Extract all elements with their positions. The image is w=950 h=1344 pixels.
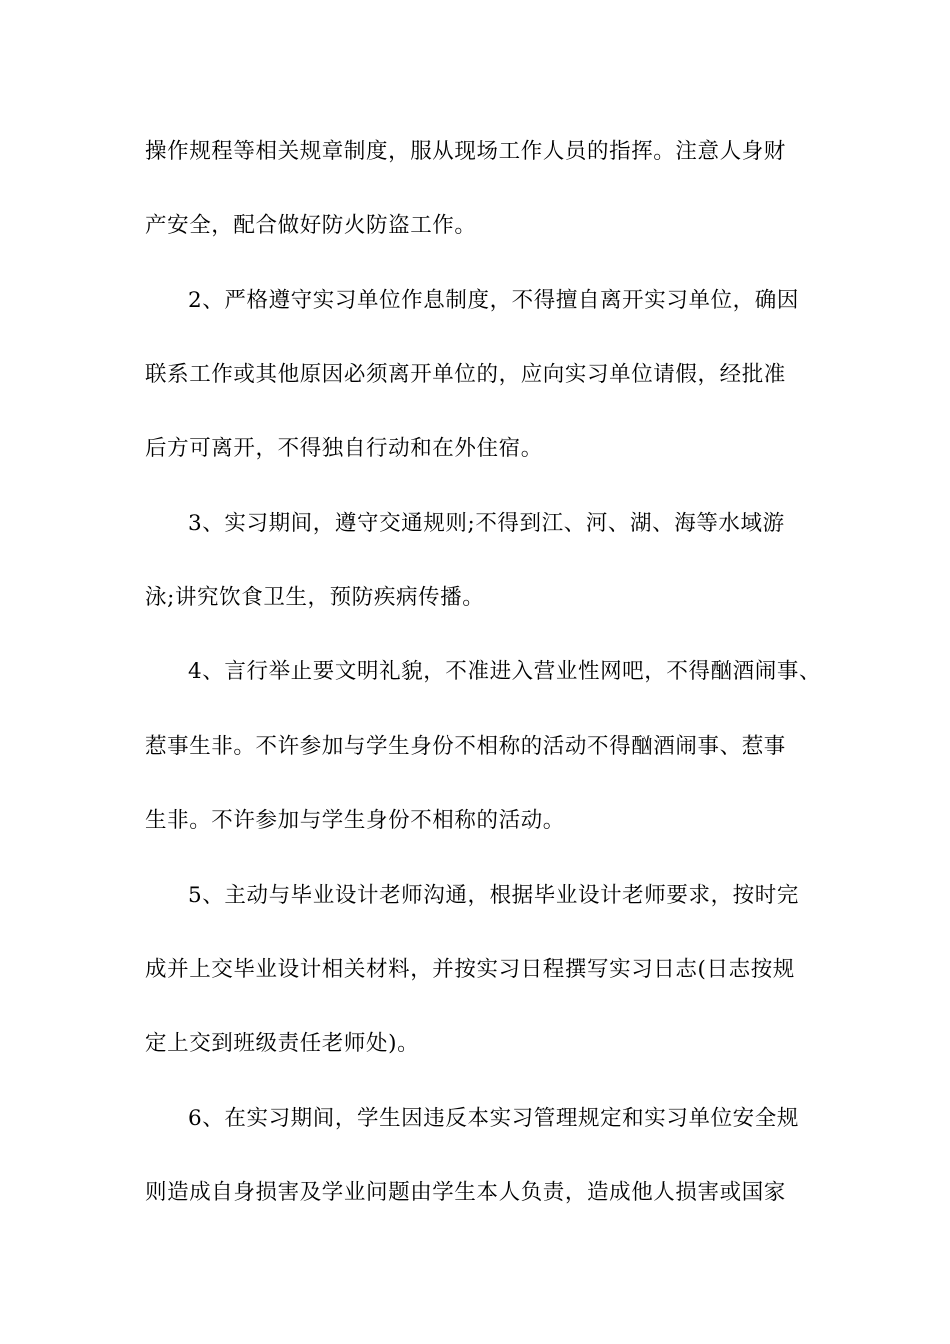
item-3-line-1: 3、实习期间，遵守交通规则;不得到江、河、湖、海等水域游 bbox=[188, 511, 785, 536]
item-2-line-3: 后方可离开，不得独自行动和在外住宿。 bbox=[145, 436, 543, 461]
item-6-line-1: 6、在实习期间，学生因违反本实习管理规定和实习单位安全规 bbox=[188, 1106, 799, 1131]
paragraph-1-line-2: 产安全，配合做好防火防盗工作。 bbox=[145, 213, 477, 238]
item-5-line-2: 成并上交毕业设计相关材料，并按实习日程撰写实习日志(日志按规 bbox=[145, 957, 795, 982]
item-5-line-1: 5、主动与毕业设计老师沟通，根据毕业设计老师要求，按时完 bbox=[188, 883, 799, 908]
item-4-line-1: 4、言行举止要文明礼貌，不准进入营业性网吧，不得酗酒闹事、 bbox=[188, 659, 822, 684]
item-4-line-3: 生非。不许参加与学生身份不相称的活动。 bbox=[145, 808, 565, 833]
item-6-line-2: 则造成自身损害及学业问题由学生本人负责，造成他人损害或国家 bbox=[145, 1180, 786, 1205]
paragraph-1-line-1: 操作规程等相关规章制度，服从现场工作人员的指挥。注意人身财 bbox=[145, 139, 786, 164]
item-3-line-2: 泳;讲究饮食卫生，预防疾病传播。 bbox=[145, 585, 485, 610]
item-2-line-1: 2、严格遵守实习单位作息制度，不得擅自离开实习单位，确因 bbox=[188, 288, 799, 313]
item-4-line-2: 惹事生非。不许参加与学生身份不相称的活动不得酗酒闹事、惹事 bbox=[145, 734, 786, 759]
item-2-line-2: 联系工作或其他原因必须离开单位的，应向实习单位请假，经批准 bbox=[145, 362, 786, 387]
item-5-line-3: 定上交到班级责任老师处)。 bbox=[145, 1031, 420, 1056]
